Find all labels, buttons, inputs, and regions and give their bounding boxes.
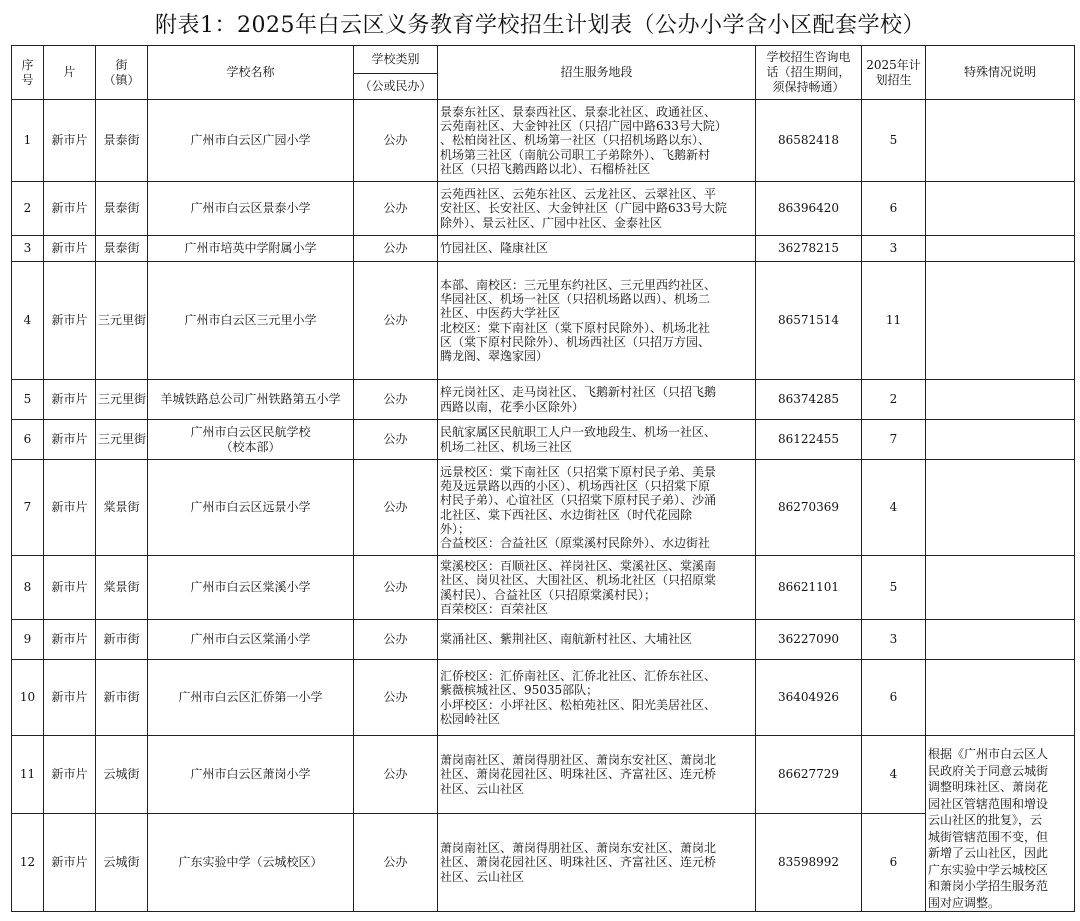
cell-type: 公办 [354,620,438,660]
cell-no: 10 [12,660,44,736]
cell-street: 新市街 [96,660,148,736]
table-row [12,556,1075,620]
cell-no: 7 [12,460,44,556]
cell-phone: 36278215 [756,236,862,262]
header-note: 特殊情况说明 [926,46,1075,100]
cell-school: 广州市白云区三元里小学 [148,262,354,380]
cell-note [926,236,1075,262]
header-type-sub: （公或民办） [354,74,438,100]
cell-service: 云苑西社区、云苑东社区、云龙社区、云翠社区、平 安社区、长安社区、大金钟社区（广园中路633号大院 除外）、景云社区、广园中社区、金泰社区 [438,182,756,236]
cell-type: 公办 [354,380,438,420]
cell-phone: 86396420 [756,182,862,236]
cell-phone: 86122455 [756,420,862,460]
header-type: 学校类别 [354,46,438,74]
cell-note-merged: 根据《广州市白云区人 民政府关于同意云城街 调整明珠社区、萧岗花 园社区管辖范围和增设 云山社区的批复》，云 城街管辖范围不变，但 新增了云山社区，因此 广东实验中学云城校区 和萧岗小学招生服务范 围对应调整。 [926,736,1075,912]
cell-school: 广东实验中学（云城校区） [148,814,354,912]
cell-school: 广州市白云区民航学校 （校本部） [148,420,354,460]
cell-no: 1 [12,100,44,182]
enrollment-plan-table [11,45,1075,912]
cell-note [926,420,1075,460]
cell-plan: 7 [862,420,926,460]
cell-type: 公办 [354,460,438,556]
cell-no: 3 [12,236,44,262]
cell-area: 新市片 [44,660,96,736]
cell-no: 12 [12,814,44,912]
cell-street: 云城街 [96,814,148,912]
cell-street: 景泰街 [96,100,148,182]
cell-phone: 86374285 [756,380,862,420]
cell-street: 云城街 [96,736,148,814]
cell-plan: 5 [862,100,926,182]
cell-no: 5 [12,380,44,420]
cell-area: 新市片 [44,556,96,620]
cell-no: 9 [12,620,44,660]
cell-area: 新市片 [44,460,96,556]
cell-type: 公办 [354,736,438,814]
cell-area: 新市片 [44,182,96,236]
cell-service: 景泰东社区、景泰西社区、景泰北社区、政通社区、 云苑南社区、大金钟社区（只招广园中路633号大院） 、松柏岗社区、机场第一社区（只招机场路以东）、 机场第三社区（南航公司职工子弟除外）、飞鹅新村 社区（只招飞鹅西路以北）、石榴桥社区 [438,100,756,182]
header-no: 序 号 [12,46,44,100]
table-row [12,182,1075,236]
cell-plan: 5 [862,556,926,620]
cell-phone: 83598992 [756,814,862,912]
cell-service: 梓元岗社区、走马岗社区、飞鹅新村社区（只招飞鹅 西路以南，花季小区除外） [438,380,756,420]
cell-type: 公办 [354,262,438,380]
cell-service: 本部、南校区：三元里东约社区、三元里西约社区、 华园社区、机场一社区（只招机场路以西）、机场二 社区、中医药大学社区 北校区：棠下南社区（棠下原村民除外）、机场北社 区（棠下原村民除外）、机场西社区（只招万方园、 腾龙阁、翠逸家园） [438,262,756,380]
cell-street: 新市街 [96,620,148,660]
cell-area: 新市片 [44,380,96,420]
cell-plan: 3 [862,620,926,660]
cell-type: 公办 [354,182,438,236]
cell-service: 竹园社区、隆康社区 [438,236,756,262]
cell-school: 羊城铁路总公司广州铁路第五小学 [148,380,354,420]
cell-plan: 11 [862,262,926,380]
cell-no: 6 [12,420,44,460]
table-row [12,380,1075,420]
header-phone: 学校招生咨询电 话（招生期间， 须保持畅通） [756,46,862,100]
table-row [12,100,1075,182]
cell-note [926,460,1075,556]
cell-note [926,660,1075,736]
cell-street: 三元里街 [96,420,148,460]
header-plan: 2025年计 划招生 [862,46,926,100]
cell-service: 远景校区：棠下南社区（只招棠下原村民子弟、美景 苑及远景路以西的小区）、机场西社区（只招棠下原 村民子弟）、心谊社区（只招棠下原村民子弟）、沙涌 北社区、棠下西社区、水边街社区（时代花园除 外）； 合益校区：合益社区（原棠溪村民除外）、水边街社 [438,460,756,556]
cell-area: 新市片 [44,736,96,814]
cell-school: 广州市培英中学附属小学 [148,236,354,262]
cell-service: 萧岗南社区、萧岗得朋社区、萧岗东安社区、萧岗北 社区、萧岗花园社区、明珠社区、齐富社区、连元桥 社区、云山社区 [438,736,756,814]
cell-note [926,620,1075,660]
cell-street: 三元里街 [96,262,148,380]
cell-street: 景泰街 [96,182,148,236]
cell-school: 广州市白云区广园小学 [148,100,354,182]
cell-plan: 6 [862,182,926,236]
cell-street: 棠景街 [96,460,148,556]
cell-street: 三元里街 [96,380,148,420]
cell-note [926,100,1075,182]
cell-type: 公办 [354,660,438,736]
cell-note [926,380,1075,420]
cell-area: 新市片 [44,236,96,262]
cell-type: 公办 [354,556,438,620]
cell-plan: 6 [862,814,926,912]
cell-area: 新市片 [44,620,96,660]
cell-service: 棠涌社区、紫荆社区、南航新村社区、大埔社区 [438,620,756,660]
cell-school: 广州市白云区棠溪小学 [148,556,354,620]
cell-plan: 3 [862,236,926,262]
table-row [12,460,1075,556]
cell-service: 民航家属区民航职工人户一致地段生、机场一社区、 机场二社区、机场三社区 [438,420,756,460]
header-school: 学校名称 [148,46,354,100]
cell-phone: 86582418 [756,100,862,182]
cell-area: 新市片 [44,814,96,912]
cell-no: 11 [12,736,44,814]
cell-note [926,182,1075,236]
cell-note [926,556,1075,620]
cell-phone: 86627729 [756,736,862,814]
cell-no: 2 [12,182,44,236]
cell-plan: 6 [862,660,926,736]
cell-area: 新市片 [44,100,96,182]
cell-phone: 86571514 [756,262,862,380]
cell-no: 4 [12,262,44,380]
cell-street: 景泰街 [96,236,148,262]
cell-area: 新市片 [44,420,96,460]
cell-phone: 86621101 [756,556,862,620]
table-row [12,814,1075,912]
page-title: 附表1：2025年白云区义务教育学校招生计划表（公办小学含小区配套学校） [155,13,925,38]
cell-phone: 86270369 [756,460,862,556]
cell-plan: 4 [862,460,926,556]
cell-service: 萧岗南社区、萧岗得朋社区、萧岗东安社区、萧岗北 社区、萧岗花园社区、明珠社区、齐富社区、连元桥 社区、云山社区 [438,814,756,912]
cell-school: 广州市白云区棠涌小学 [148,620,354,660]
cell-school: 广州市白云区萧岗小学 [148,736,354,814]
table-row [12,236,1075,262]
table-row [12,620,1075,660]
table-row [12,736,1075,814]
cell-type: 公办 [354,814,438,912]
cell-phone: 36404926 [756,660,862,736]
cell-type: 公办 [354,420,438,460]
cell-phone: 36227090 [756,620,862,660]
cell-service: 汇侨校区：汇侨南社区、汇侨北社区、汇侨东社区、 紫薇槟城社区、95035部队； 小坪校区：小坪社区、松柏苑社区、阳光美居社区、 松园岭社区 [438,660,756,736]
cell-street: 棠景街 [96,556,148,620]
cell-type: 公办 [354,100,438,182]
cell-plan: 2 [862,380,926,420]
cell-plan: 4 [862,736,926,814]
header-street: 街 （镇） [96,46,148,100]
cell-area: 新市片 [44,262,96,380]
header-service: 招生服务地段 [438,46,756,100]
cell-school: 广州市白云区汇侨第一小学 [148,660,354,736]
table-row [12,420,1075,460]
header-area: 片 [44,46,96,100]
table-row [12,262,1075,380]
cell-note [926,262,1075,380]
cell-school: 广州市白云区远景小学 [148,460,354,556]
cell-no: 8 [12,556,44,620]
table-row [12,660,1075,736]
cell-service: 棠溪校区：百顺社区、祥岗社区、棠溪社区、棠溪南 社区、岗贝社区、大围社区、机场北社区（只招原棠 溪村民）、合益社区（只招原棠溪村民）； 百荣校区：百荣社区 [438,556,756,620]
cell-school: 广州市白云区景泰小学 [148,182,354,236]
cell-type: 公办 [354,236,438,262]
